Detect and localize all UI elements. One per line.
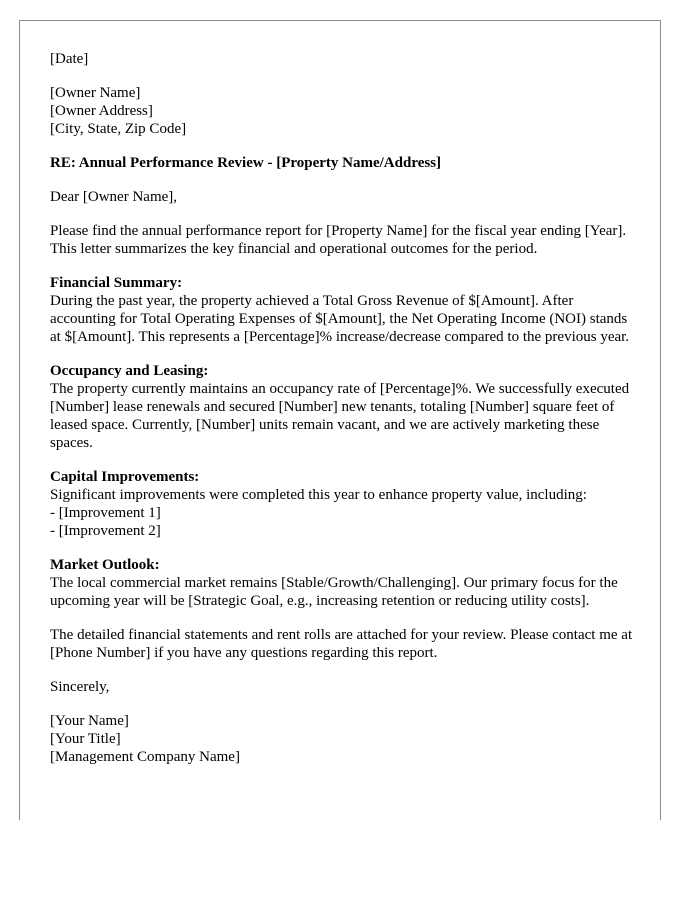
- letter-page: [19, 20, 661, 820]
- list-item: - [Improvement 1]: [50, 505, 161, 521]
- capital-improvements-heading: Capital Improvements:: [50, 469, 200, 485]
- signature-block: [50, 712, 640, 766]
- sign-off: Sincerely,: [50, 679, 110, 695]
- financial-summary-section: [50, 274, 640, 346]
- market-outlook-section: [50, 556, 640, 610]
- occupancy-body: The property currently maintains an occupancy rate of [Percentage]%. We successfully executed [Number] lease renewals and secured [Number] new tenants, totaling [Number] square feet of leased space. Currently, [Number] units remain vacant, and we are actively marketing these spaces.: [50, 381, 630, 451]
- recipient-address: [Owner Address]: [50, 103, 153, 119]
- occupancy-section: [50, 362, 640, 452]
- signature-company: [Management Company Name]: [50, 749, 240, 765]
- list-item: - [Improvement 2]: [50, 523, 161, 539]
- letter-body: [50, 50, 640, 782]
- intro-paragraph: Please find the annual performance report for [Property Name] for the fiscal year ending [Year]. This letter summarizes the key financial and operational outcomes for the period.: [50, 223, 627, 257]
- closing-paragraph: The detailed financial statements and rent rolls are attached for your review. Please contact me at [Phone Number] if you have any questions regarding this report.: [50, 627, 633, 661]
- letter-date: [Date]: [50, 51, 89, 67]
- signature-title: [Your Title]: [50, 731, 121, 747]
- capital-improvements-body: Significant improvements were completed this year to enhance property value, including:: [50, 487, 587, 503]
- occupancy-heading: Occupancy and Leasing:: [50, 363, 209, 379]
- capital-improvements-section: [50, 468, 640, 540]
- subject-line: RE: Annual Performance Review - [Property Name/Address]: [50, 155, 442, 171]
- market-outlook-body: The local commercial market remains [Stable/Growth/Challenging]. Our primary focus for the upcoming year will be [Strategic Goal, e.g., increasing retention or reducing utility costs].: [50, 575, 618, 609]
- market-outlook-heading: Market Outlook:: [50, 557, 160, 573]
- recipient-block: [50, 84, 640, 138]
- signature-name: [Your Name]: [50, 713, 129, 729]
- recipient-name: [Owner Name]: [50, 85, 141, 101]
- financial-summary-body: During the past year, the property achieved a Total Gross Revenue of $[Amount]. After accounting for Total Operating Expenses of $[Amount], the Net Operating Income (NOI) stands at $[Amount]. This represents a [Percentage]% increase/decrease compared to the previous year.: [50, 293, 630, 345]
- financial-summary-heading: Financial Summary:: [50, 275, 183, 291]
- recipient-city-state-zip: [City, State, Zip Code]: [50, 121, 187, 137]
- salutation: Dear [Owner Name],: [50, 189, 178, 205]
